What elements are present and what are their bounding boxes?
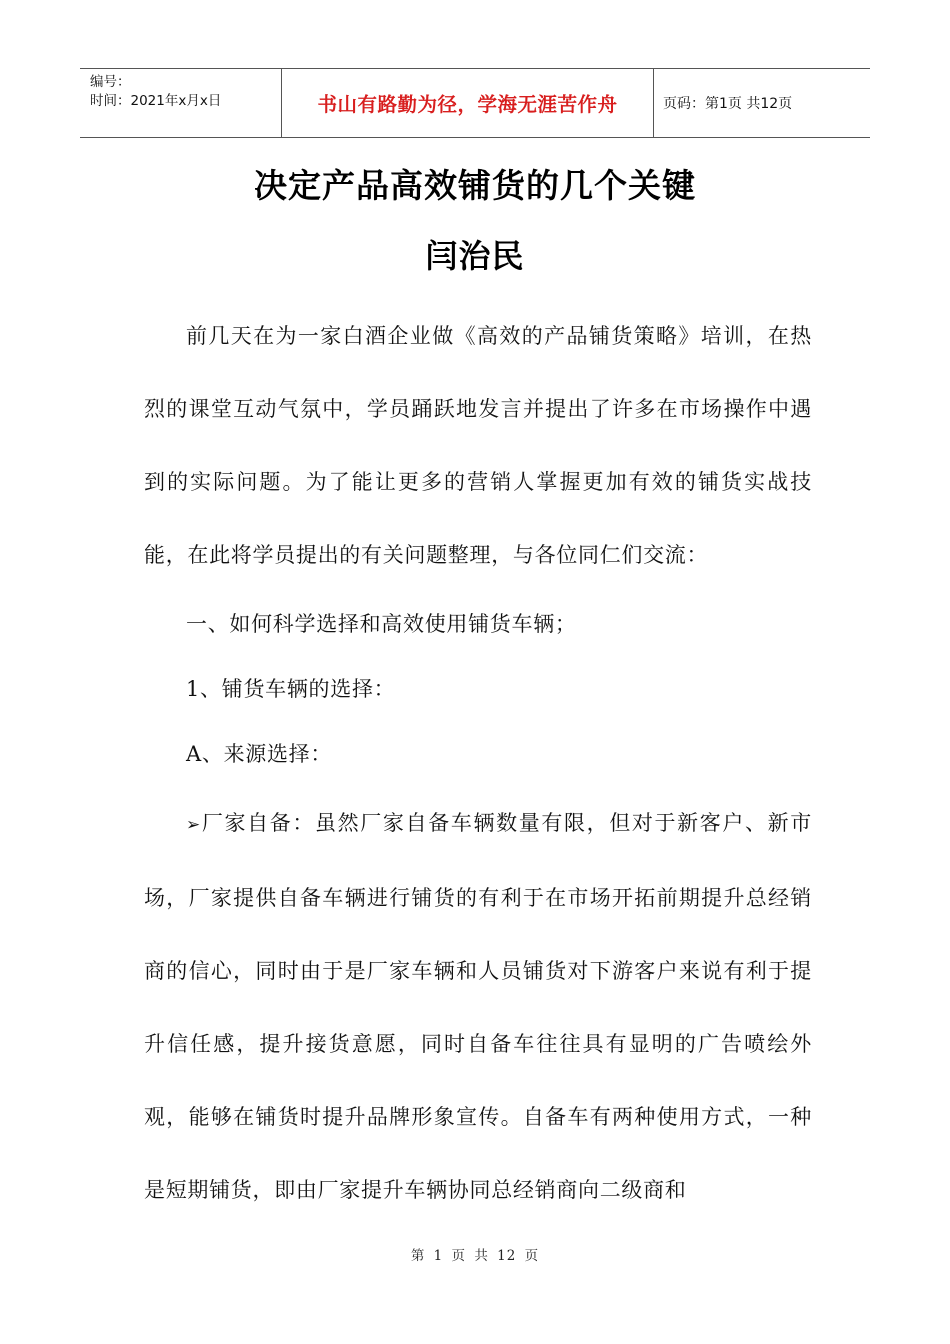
document-time-label: 时间：2021年x月x日 — [90, 93, 222, 109]
header-motto: 书山有路勤为径，学海无涯苦作舟 — [317, 93, 618, 116]
sub-subsection-heading: A、来源选择： — [186, 742, 333, 766]
section-heading: 一、如何科学选择和高效使用铺货车辆； — [186, 612, 577, 636]
body-paragraph: 前几天在为一家白酒企业做《高效的产品铺货策略》培训，在热烈的课堂互动气氛中，学员踊跃地发言并提出了许多在市场操作中遇到的实际问题。为了能让更多的营销人掌握更加有效的铺货实战技能，在此将学员提出的有关问题整理，与各位同仁们交流： — [144, 324, 812, 567]
header-motto-cell — [282, 69, 654, 137]
bullet-paragraph — [144, 787, 812, 1227]
document-number-label: 编号： — [90, 74, 131, 90]
bullet-paragraph-text: 厂家自备：虽然厂家自备车辆数量有限，但对于新客户、新市场，厂家提供自备车辆进行铺货的有利于在市场开拓前期提升总经销商的信心，同时由于是厂家车辆和人员铺货对下游客户来说有利于提升信任感，提升接货意愿，同时自备车往往具有显明的广告喷绘外观，能够在铺货时提升品牌形象宣传。自备车有两种使用方式，一种是短期铺货，即由厂家提升车辆协同总经销商向二级商和 — [144, 811, 812, 1202]
arrow-bullet-icon: ➢ — [186, 815, 201, 835]
header-page-info: 页码：第1页 共12页 — [663, 96, 793, 112]
document-body — [144, 300, 812, 1227]
page-footer: 第 1 页 共 12 页 — [410, 1248, 540, 1264]
document-author: 闫治民 — [425, 237, 525, 275]
header-page-cell — [654, 69, 870, 137]
document-header — [80, 68, 870, 138]
header-meta-cell — [80, 69, 282, 137]
subsection-heading: 1、铺货车辆的选择： — [186, 677, 396, 701]
document-title: 决定产品高效铺货的几个关键 — [254, 166, 696, 205]
